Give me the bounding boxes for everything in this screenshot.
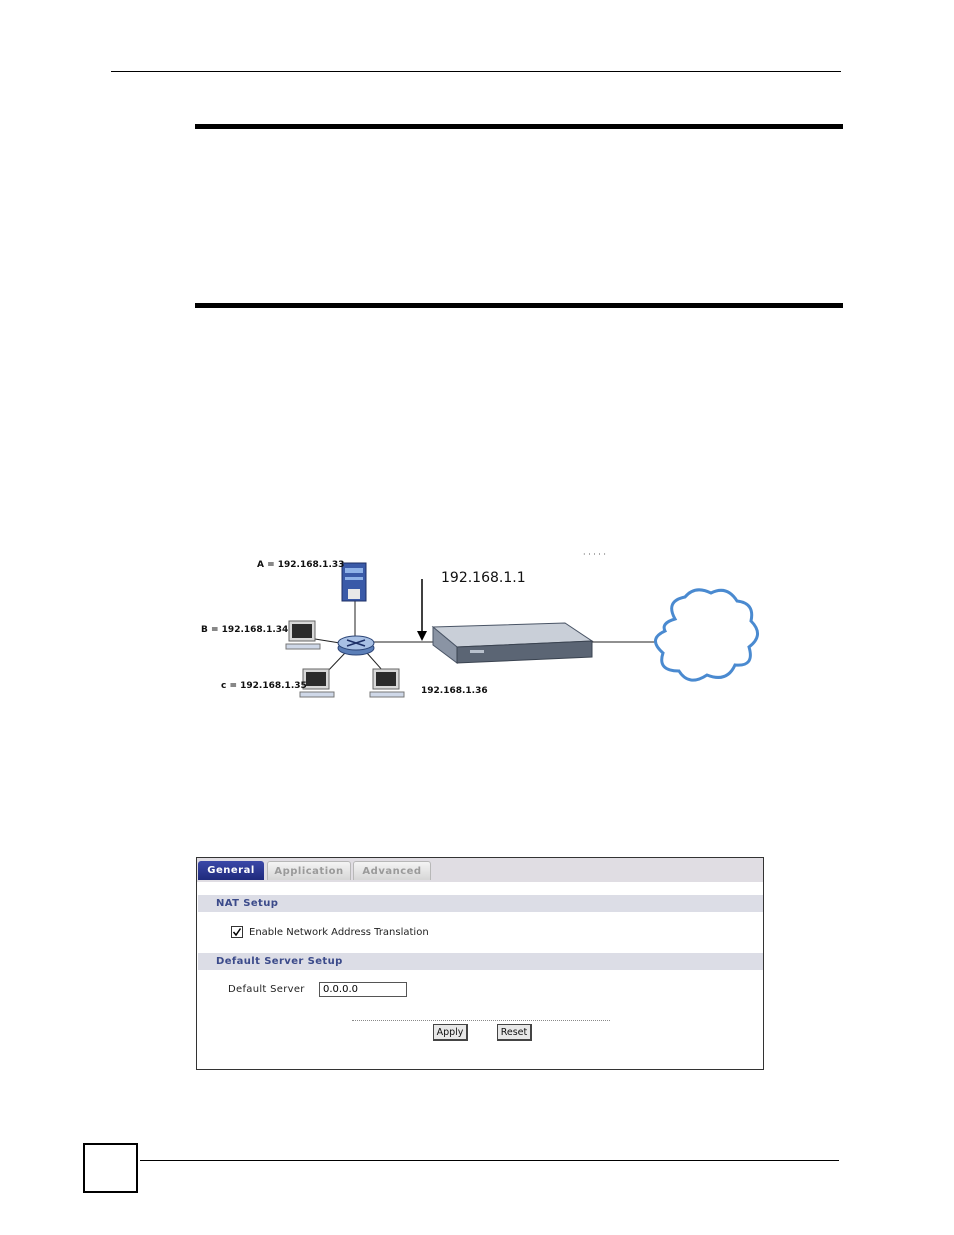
label-router-ip: 192.168.1.1 (441, 570, 526, 586)
router-device-icon (433, 623, 592, 663)
tab-advanced[interactable]: Advanced (353, 861, 431, 880)
label-top-mark: · · · · · (583, 550, 606, 559)
tab-bar (197, 858, 763, 882)
header-rule (111, 71, 841, 72)
default-server-heading: Default Server Setup (198, 953, 763, 970)
server-icon (342, 563, 366, 601)
label-host-a: A = 192.168.1.33 (257, 560, 345, 570)
enable-nat-row (231, 925, 429, 939)
page-number-box (83, 1143, 138, 1193)
computer-icon-b (286, 621, 320, 649)
checkmark-icon (232, 927, 242, 937)
nat-config-panel (196, 857, 764, 1070)
nat-setup-heading: NAT Setup (198, 895, 763, 912)
network-diagram (195, 549, 775, 709)
default-server-label: Default Server (228, 984, 305, 995)
computer-icon-d (370, 669, 404, 697)
lan-arrow-head (417, 631, 427, 641)
note-bottom-rule (195, 303, 843, 308)
enable-nat-checkbox[interactable] (231, 926, 243, 938)
button-divider (352, 1020, 610, 1021)
label-host-d: 192.168.1.36 (421, 686, 488, 696)
link-pc-d (367, 653, 383, 671)
link-pc-b (315, 639, 340, 643)
tab-application[interactable]: Application (267, 861, 351, 880)
label-host-b: B = 192.168.1.34 (201, 625, 289, 635)
tab-general[interactable]: General (198, 861, 264, 880)
footer-rule (140, 1160, 839, 1161)
apply-button[interactable]: Apply (433, 1024, 468, 1041)
default-server-input[interactable] (319, 982, 407, 997)
note-top-rule (195, 124, 843, 129)
label-host-c: c = 192.168.1.35 (221, 681, 307, 691)
hub-icon (338, 636, 374, 655)
enable-nat-label: Enable Network Address Translation (249, 926, 429, 938)
reset-button[interactable]: Reset (497, 1024, 532, 1041)
internet-cloud-icon (655, 590, 757, 680)
